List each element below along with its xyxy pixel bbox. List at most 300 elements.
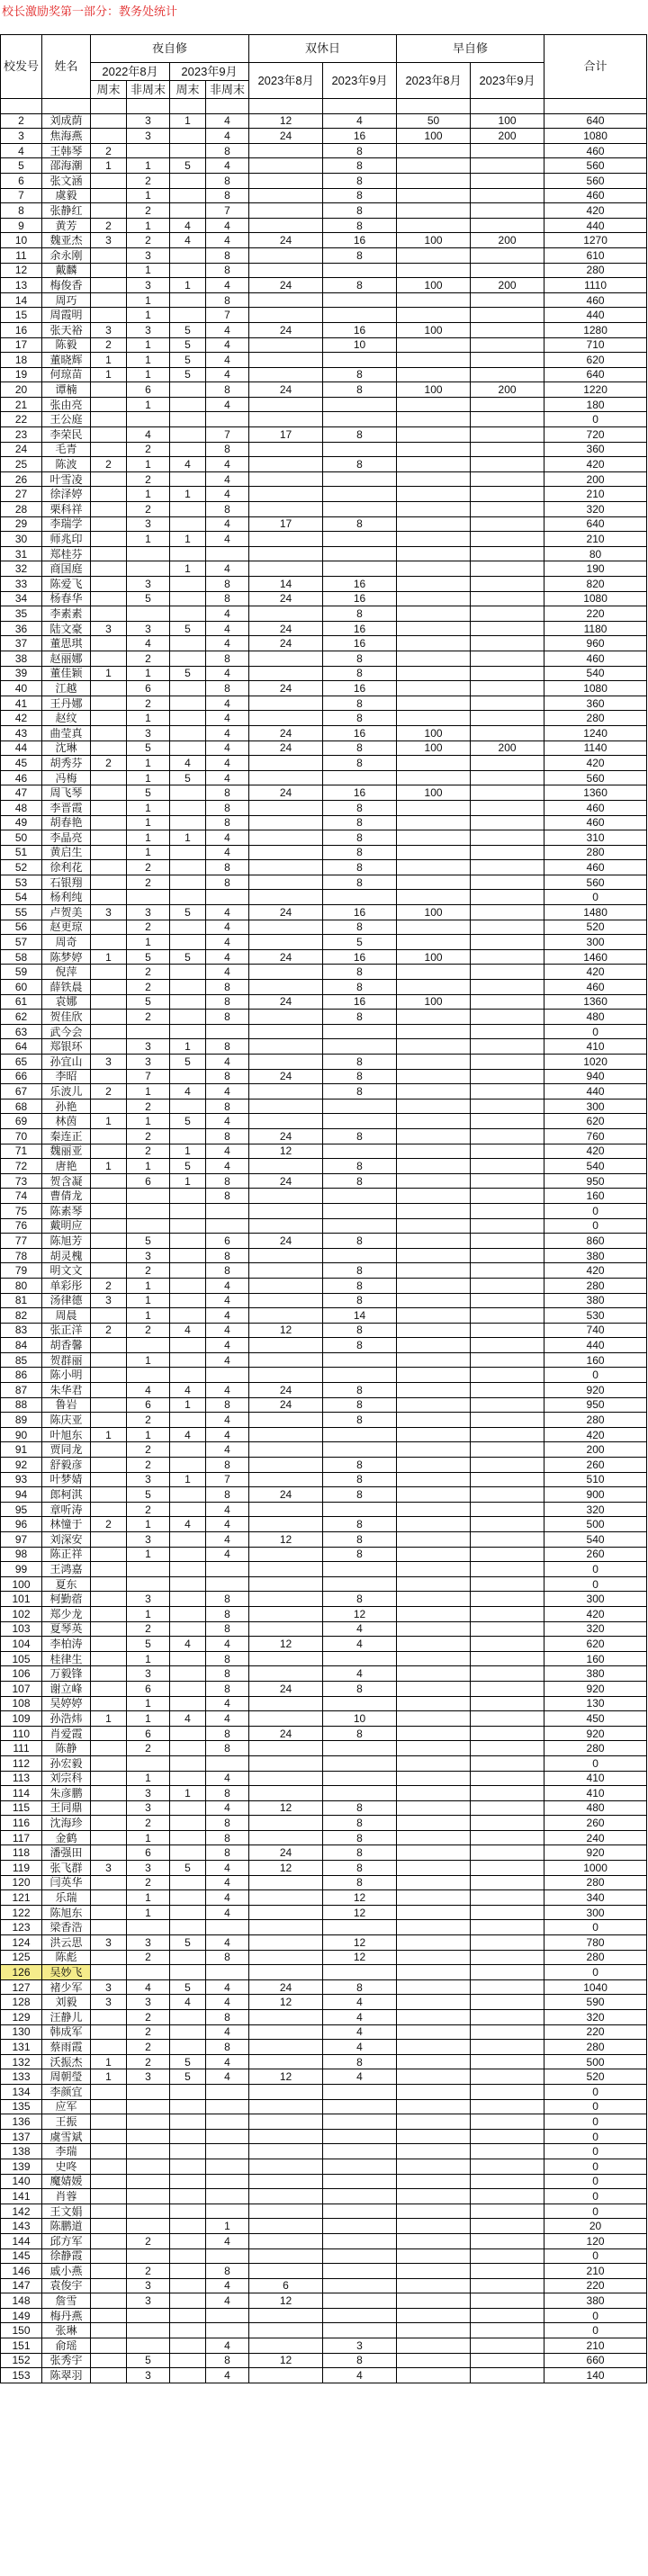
cell-name: 万毅锋 (42, 1666, 91, 1682)
cell-morning-2023-8 (397, 502, 471, 517)
cell-eve-2023-weekend (170, 1218, 206, 1234)
cell-id: 78 (1, 1248, 42, 1263)
cell-eve-2022-nonweekend (127, 1368, 170, 1383)
cell-eve-2023-weekend: 1 (170, 1173, 206, 1189)
cell-eve-2022-nonweekend: 7 (127, 1069, 170, 1084)
cell-id: 84 (1, 1338, 42, 1353)
cell-name: 秦连正 (42, 1128, 91, 1144)
cell-total: 340 (544, 1890, 647, 1906)
cell-id: 53 (1, 875, 42, 890)
cell-morning-2023-8 (397, 2114, 471, 2130)
cell-morning-2023-9 (471, 1681, 544, 1696)
cell-morning-2023-9 (471, 1890, 544, 1906)
cell-weekend-2023-9 (323, 442, 397, 457)
cell-eve-2022-nonweekend: 6 (127, 1726, 170, 1741)
cell-weekend-2023-8: 24 (249, 905, 323, 920)
cell-id: 134 (1, 2084, 42, 2099)
cell-eve-2022-weekend (91, 487, 127, 502)
cell-eve-2023-weekend (170, 1442, 206, 1458)
cell-weekend-2023-8: 24 (249, 994, 323, 1010)
cell-weekend-2023-8: 6 (249, 2278, 323, 2293)
cell-id: 141 (1, 2189, 42, 2204)
cell-weekend-2023-8 (249, 337, 323, 353)
cell-name: 梅丹燕 (42, 2308, 91, 2323)
cell-eve-2023-weekend (170, 577, 206, 592)
cell-morning-2023-9 (471, 770, 544, 785)
cell-weekend-2023-9: 8 (323, 1278, 397, 1293)
cell-eve-2022-nonweekend: 1 (127, 308, 170, 323)
cell-weekend-2023-9 (323, 2204, 397, 2219)
cell-morning-2023-8 (397, 1293, 471, 1308)
cell-total: 280 (544, 1413, 647, 1428)
cell-name: 贺佳欣 (42, 1010, 91, 1025)
cell-weekend-2023-9: 10 (323, 337, 397, 353)
cell-weekend-2023-9: 8 (323, 696, 397, 711)
cell-eve-2023-weekend (170, 980, 206, 995)
cell-id: 5 (1, 158, 42, 174)
cell-eve-2023-weekend (170, 1487, 206, 1503)
cell-eve-2022-weekend (91, 830, 127, 846)
cell-weekend-2023-8 (249, 2204, 323, 2219)
cell-morning-2023-9 (471, 247, 544, 263)
cell-eve-2023-weekend (170, 994, 206, 1010)
table-row (1, 651, 647, 666)
cell-weekend-2023-8 (249, 845, 323, 860)
table-row (1, 502, 647, 517)
cell-id: 125 (1, 1950, 42, 1965)
cell-weekend-2023-8: 24 (249, 1487, 323, 1503)
cell-eve-2023-weekend: 4 (170, 233, 206, 248)
cell-eve-2023-nonweekend (206, 2114, 249, 2130)
cell-eve-2023-weekend (170, 1547, 206, 1562)
cell-eve-2023-nonweekend: 8 (206, 263, 249, 278)
table-row (1, 1950, 647, 1965)
cell-eve-2022-weekend (91, 1965, 127, 1980)
cell-eve-2023-nonweekend: 4 (206, 487, 249, 502)
cell-eve-2022-nonweekend: 3 (127, 1472, 170, 1487)
cell-weekend-2023-9: 8 (323, 1875, 397, 1890)
cell-morning-2023-8 (397, 1368, 471, 1383)
cell-morning-2023-9 (471, 1861, 544, 1876)
cell-eve-2022-nonweekend: 1 (127, 1159, 170, 1174)
cell-weekend-2023-8: 24 (249, 725, 323, 740)
cell-eve-2023-nonweekend: 4 (206, 756, 249, 771)
cell-id: 96 (1, 1517, 42, 1532)
cell-eve-2022-nonweekend: 1 (127, 666, 170, 681)
cell-weekend-2023-8 (249, 1278, 323, 1293)
cell-weekend-2023-9: 8 (323, 711, 397, 726)
cell-eve-2022-nonweekend: 2 (127, 1010, 170, 1025)
cell-eve-2022-nonweekend: 3 (127, 1666, 170, 1682)
cell-id: 83 (1, 1323, 42, 1338)
cell-eve-2022-nonweekend: 1 (127, 935, 170, 950)
cell-eve-2022-nonweekend: 3 (127, 1248, 170, 1263)
cell-eve-2022-weekend (91, 1263, 127, 1279)
cell-weekend-2023-8: 12 (249, 1637, 323, 1652)
cell-total: 780 (544, 1935, 647, 1951)
cell-name: 刘宗科 (42, 1771, 91, 1786)
cell-total: 620 (544, 353, 647, 368)
cell-weekend-2023-8: 17 (249, 427, 323, 443)
cell-id: 35 (1, 606, 42, 622)
cell-eve-2023-weekend: 5 (170, 337, 206, 353)
cell-weekend-2023-8 (249, 1039, 323, 1055)
cell-id: 4 (1, 143, 42, 158)
cell-eve-2022-nonweekend: 2 (127, 1144, 170, 1159)
cell-eve-2022-weekend (91, 502, 127, 517)
cell-eve-2023-weekend: 4 (170, 1637, 206, 1652)
cell-eve-2023-nonweekend: 4 (206, 845, 249, 860)
table-row (1, 1323, 647, 1338)
cell-eve-2023-weekend (170, 1203, 206, 1218)
table-row (1, 1666, 647, 1682)
cell-id: 76 (1, 1218, 42, 1234)
cell-id: 72 (1, 1159, 42, 1174)
cell-eve-2023-nonweekend: 4 (206, 1442, 249, 1458)
table-row (1, 1218, 647, 1234)
cell-eve-2023-nonweekend (206, 2308, 249, 2323)
cell-total: 200 (544, 471, 647, 487)
cell-morning-2023-9 (471, 1741, 544, 1756)
cell-total: 420 (544, 756, 647, 771)
cell-name: 李晋霞 (42, 800, 91, 815)
table-row (1, 830, 647, 846)
cell-morning-2023-9 (471, 2368, 544, 2383)
cell-eve-2023-nonweekend: 4 (206, 1935, 249, 1951)
cell-name: 张文涵 (42, 173, 91, 188)
table-row (1, 1383, 647, 1398)
cell-name: 王韩琴 (42, 143, 91, 158)
cell-eve-2023-weekend: 4 (170, 457, 206, 472)
cell-id: 113 (1, 1771, 42, 1786)
cell-eve-2022-nonweekend: 2 (127, 1502, 170, 1517)
cell-eve-2022-weekend (91, 471, 127, 487)
cell-morning-2023-8: 100 (397, 129, 471, 144)
cell-eve-2022-nonweekend (127, 2338, 170, 2354)
table-row (1, 1055, 647, 1070)
cell-id: 135 (1, 2099, 42, 2114)
cell-total: 920 (544, 1726, 647, 1741)
cell-morning-2023-8 (397, 158, 471, 174)
cell-weekend-2023-9 (323, 1024, 397, 1039)
cell-id: 63 (1, 1024, 42, 1039)
cell-weekend-2023-9 (323, 561, 397, 577)
cell-weekend-2023-8 (249, 860, 323, 875)
cell-weekend-2023-8 (249, 2248, 323, 2264)
cell-eve-2023-nonweekend: 4 (206, 636, 249, 651)
table-row (1, 994, 647, 1010)
cell-weekend-2023-9 (323, 2323, 397, 2338)
cell-name: 洪云思 (42, 1935, 91, 1951)
cell-name: 孙宜山 (42, 1055, 91, 1070)
cell-eve-2022-nonweekend: 6 (127, 1173, 170, 1189)
cell-eve-2022-weekend (91, 1576, 127, 1592)
cell-morning-2023-9 (471, 1248, 544, 1263)
cell-id: 151 (1, 2338, 42, 2354)
cell-weekend-2023-9: 12 (323, 1935, 397, 1951)
cell-total: 0 (544, 2084, 647, 2099)
cell-weekend-2023-8 (249, 143, 323, 158)
cell-eve-2023-weekend (170, 1950, 206, 1965)
cell-eve-2022-weekend (91, 1502, 127, 1517)
cell-morning-2023-9 (471, 173, 544, 188)
cell-total: 940 (544, 1069, 647, 1084)
cell-eve-2022-nonweekend: 2 (127, 1621, 170, 1637)
table-row (1, 1681, 647, 1696)
cell-weekend-2023-9: 16 (323, 905, 397, 920)
cell-weekend-2023-8 (249, 935, 323, 950)
cell-eve-2022-nonweekend: 3 (127, 1039, 170, 1055)
cell-weekend-2023-9: 8 (323, 203, 397, 219)
cell-eve-2022-nonweekend: 4 (127, 1383, 170, 1398)
table-row (1, 2233, 647, 2248)
cell-weekend-2023-9 (323, 2114, 397, 2130)
table-row (1, 143, 647, 158)
table-row (1, 1786, 647, 1801)
cell-eve-2023-nonweekend: 4 (206, 1771, 249, 1786)
cell-eve-2023-weekend (170, 890, 206, 905)
table-row (1, 337, 647, 353)
cell-eve-2023-weekend (170, 651, 206, 666)
table-row (1, 800, 647, 815)
cell-weekend-2023-8 (249, 471, 323, 487)
cell-id: 120 (1, 1875, 42, 1890)
table-row (1, 233, 647, 248)
cell-morning-2023-8 (397, 636, 471, 651)
cell-weekend-2023-9 (323, 2084, 397, 2099)
cell-weekend-2023-8 (249, 173, 323, 188)
cell-total: 1080 (544, 591, 647, 606)
cell-morning-2023-9 (471, 2159, 544, 2174)
cell-eve-2022-nonweekend (127, 2144, 170, 2159)
header-weekend-a: 周末 (91, 81, 127, 99)
cell-id: 81 (1, 1293, 42, 1308)
cell-weekend-2023-8 (249, 1248, 323, 1263)
cell-morning-2023-8 (397, 1338, 471, 1353)
cell-morning-2023-9 (471, 1979, 544, 1995)
cell-id: 91 (1, 1442, 42, 1458)
cell-eve-2022-weekend (91, 1338, 127, 1353)
cell-eve-2023-nonweekend: 8 (206, 1830, 249, 1845)
cell-eve-2023-nonweekend: 8 (206, 2353, 249, 2368)
cell-weekend-2023-8 (249, 890, 323, 905)
cell-total: 450 (544, 1711, 647, 1727)
cell-eve-2023-weekend: 5 (170, 1979, 206, 1995)
cell-eve-2023-weekend (170, 2010, 206, 2025)
cell-id: 77 (1, 1234, 42, 1249)
cell-name: 王同鼎 (42, 1800, 91, 1816)
cell-morning-2023-9 (471, 1293, 544, 1308)
table-row (1, 1128, 647, 1144)
cell-id: 97 (1, 1532, 42, 1548)
cell-morning-2023-9 (471, 1845, 544, 1861)
cell-weekend-2023-8 (249, 2308, 323, 2323)
cell-weekend-2023-8 (249, 2323, 323, 2338)
cell-eve-2022-nonweekend: 3 (127, 1800, 170, 1816)
cell-total: 0 (544, 1218, 647, 1234)
cell-morning-2023-8 (397, 1323, 471, 1338)
cell-eve-2023-nonweekend: 4 (206, 830, 249, 846)
cell-morning-2023-8 (397, 2189, 471, 2204)
cell-eve-2023-weekend (170, 2323, 206, 2338)
cell-morning-2023-8 (397, 1144, 471, 1159)
cell-morning-2023-8 (397, 263, 471, 278)
cell-total: 210 (544, 487, 647, 502)
cell-eve-2023-weekend (170, 1234, 206, 1249)
cell-total: 280 (544, 1278, 647, 1293)
cell-id: 95 (1, 1502, 42, 1517)
cell-weekend-2023-8 (249, 1621, 323, 1637)
cell-morning-2023-9 (471, 516, 544, 532)
header-morning-2023-8: 2023年8月 (397, 63, 471, 99)
cell-morning-2023-8: 100 (397, 905, 471, 920)
cell-morning-2023-8 (397, 1383, 471, 1398)
cell-total: 660 (544, 2353, 647, 2368)
cell-morning-2023-8: 100 (397, 740, 471, 756)
table-row (1, 1830, 647, 1845)
cell-weekend-2023-9: 8 (323, 247, 397, 263)
cell-weekend-2023-8: 24 (249, 129, 323, 144)
cell-morning-2023-9 (471, 457, 544, 472)
cell-total: 520 (544, 920, 647, 935)
table-row (1, 173, 647, 188)
cell-weekend-2023-9: 8 (323, 1517, 397, 1532)
cell-id: 67 (1, 1084, 42, 1100)
cell-weekend-2023-9 (323, 2099, 397, 2114)
cell-id: 100 (1, 1576, 42, 1592)
cell-name: 周霞明 (42, 308, 91, 323)
cell-eve-2022-weekend (91, 994, 127, 1010)
cell-morning-2023-8 (397, 1637, 471, 1652)
cell-eve-2022-weekend (91, 2323, 127, 2338)
header-name: 姓名 (42, 35, 91, 99)
cell-weekend-2023-9: 8 (323, 1234, 397, 1249)
cell-total: 1020 (544, 1055, 647, 1070)
cell-morning-2023-8 (397, 1397, 471, 1413)
cell-eve-2022-nonweekend: 5 (127, 591, 170, 606)
table-row (1, 1741, 647, 1756)
cell-eve-2023-weekend: 1 (170, 1786, 206, 1801)
cell-eve-2022-weekend (91, 1203, 127, 1218)
cell-name: 黄启生 (42, 845, 91, 860)
cell-id: 33 (1, 577, 42, 592)
cell-weekend-2023-9: 8 (323, 1532, 397, 1548)
cell-id: 87 (1, 1383, 42, 1398)
cell-morning-2023-9 (471, 1920, 544, 1935)
cell-eve-2023-weekend (170, 2368, 206, 2383)
cell-id: 54 (1, 890, 42, 905)
cell-morning-2023-8 (397, 1248, 471, 1263)
cell-eve-2022-nonweekend: 2 (127, 696, 170, 711)
cell-weekend-2023-8: 24 (249, 1173, 323, 1189)
cell-weekend-2023-9: 8 (323, 1726, 397, 1741)
cell-eve-2023-weekend (170, 2293, 206, 2309)
table-row (1, 1816, 647, 1831)
cell-weekend-2023-9: 8 (323, 173, 397, 188)
cell-eve-2022-nonweekend: 5 (127, 1487, 170, 1503)
cell-weekend-2023-9: 8 (323, 1010, 397, 1025)
cell-morning-2023-9 (471, 1562, 544, 1577)
cell-eve-2023-nonweekend: 4 (206, 397, 249, 412)
cell-name: 胡春艳 (42, 815, 91, 830)
cell-eve-2022-weekend (91, 1368, 127, 1383)
cell-total: 500 (544, 2054, 647, 2069)
cell-weekend-2023-9: 8 (323, 1397, 397, 1413)
cell-weekend-2023-9: 4 (323, 113, 397, 129)
table-row (1, 367, 647, 382)
cell-weekend-2023-9 (323, 1755, 397, 1771)
cell-morning-2023-9 (471, 2323, 544, 2338)
table-row (1, 1547, 647, 1562)
cell-eve-2023-weekend (170, 1741, 206, 1756)
cell-id: 98 (1, 1547, 42, 1562)
cell-weekend-2023-9: 8 (323, 218, 397, 233)
cell-eve-2022-weekend (91, 1128, 127, 1144)
cell-eve-2022-nonweekend: 2 (127, 233, 170, 248)
table-row (1, 322, 647, 337)
cell-eve-2022-weekend (91, 1039, 127, 1055)
cell-id: 140 (1, 2174, 42, 2189)
cell-total: 1480 (544, 905, 647, 920)
cell-name: 郑少龙 (42, 1606, 91, 1621)
cell-weekend-2023-8: 12 (249, 2353, 323, 2368)
cell-eve-2022-weekend: 2 (91, 1517, 127, 1532)
cell-total: 280 (544, 1950, 647, 1965)
cell-id: 25 (1, 457, 42, 472)
cell-total: 0 (544, 2248, 647, 2264)
cell-morning-2023-9 (471, 203, 544, 219)
cell-eve-2022-nonweekend: 1 (127, 397, 170, 412)
cell-eve-2022-weekend: 3 (91, 1293, 127, 1308)
cell-total: 460 (544, 815, 647, 830)
cell-morning-2023-9 (471, 1144, 544, 1159)
cell-weekend-2023-8 (249, 2233, 323, 2248)
cell-name: 褚少军 (42, 1979, 91, 1995)
cell-weekend-2023-8 (249, 1562, 323, 1577)
cell-name: 倪萍 (42, 965, 91, 980)
cell-morning-2023-8 (397, 965, 471, 980)
cell-morning-2023-9 (471, 1696, 544, 1711)
table-row (1, 2129, 647, 2144)
cell-eve-2023-weekend (170, 1875, 206, 1890)
table-row (1, 1621, 647, 1637)
cell-eve-2022-nonweekend: 4 (127, 427, 170, 443)
cell-eve-2023-weekend (170, 292, 206, 308)
cell-id: 64 (1, 1039, 42, 1055)
cell-id: 105 (1, 1651, 42, 1666)
cell-eve-2022-weekend: 2 (91, 1278, 127, 1293)
cell-weekend-2023-9 (323, 412, 397, 427)
cell-name: 栗科祥 (42, 502, 91, 517)
cell-eve-2022-nonweekend: 1 (127, 1696, 170, 1711)
cell-eve-2023-nonweekend: 4 (206, 129, 249, 144)
cell-morning-2023-8 (397, 621, 471, 636)
cell-name: 陈旭芳 (42, 1234, 91, 1249)
cell-weekend-2023-8 (249, 875, 323, 890)
table-row (1, 1800, 647, 1816)
cell-name: 周晨 (42, 1308, 91, 1324)
cell-weekend-2023-9: 16 (323, 994, 397, 1010)
cell-weekend-2023-9: 8 (323, 188, 397, 203)
cell-eve-2023-weekend (170, 1278, 206, 1293)
cell-eve-2023-nonweekend: 1 (206, 2219, 249, 2234)
cell-eve-2022-nonweekend: 3 (127, 1532, 170, 1548)
cell-name: 郑桂芬 (42, 546, 91, 561)
cell-eve-2023-weekend: 4 (170, 1995, 206, 2010)
cell-eve-2023-weekend: 5 (170, 353, 206, 368)
cell-eve-2023-weekend: 1 (170, 1039, 206, 1055)
cell-eve-2022-nonweekend: 1 (127, 1352, 170, 1368)
